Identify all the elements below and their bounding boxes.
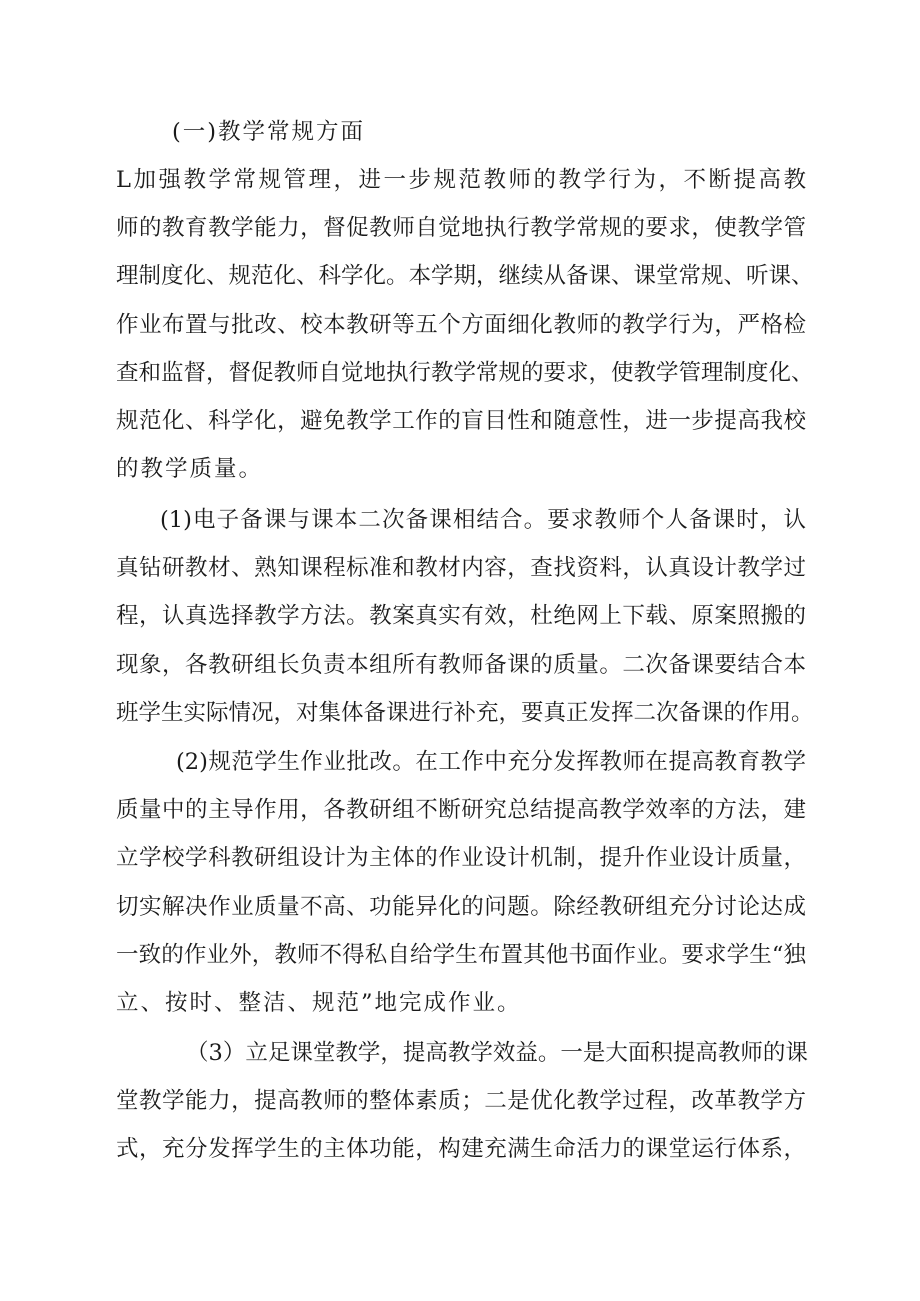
paragraph-line: 查和监督，督促教师自觉地执行教学常规的要求，使教学管理制度化、 bbox=[116, 360, 814, 386]
paragraph-line: 堂教学能力，提高教师的整体素质；二是优化教学过程，改革教学方 bbox=[116, 1088, 806, 1114]
paragraph-line: 质量中的主导作用，各教研组不断研究总结提高教学效率的方法，建 bbox=[116, 797, 806, 823]
paragraph-line: 理制度化、规范化、科学化。本学期，继续从备课、课堂常规、听课、 bbox=[116, 263, 814, 289]
paragraph-line: （3）立足课堂教学，提高教学效益。一是大面积提高教师的课 bbox=[186, 1040, 808, 1066]
paragraph-line: 式，充分发挥学生的主体功能，构建充满生命活力的课堂运行体系， bbox=[116, 1136, 806, 1162]
paragraph-line: 的教学质量。 bbox=[116, 456, 264, 482]
paragraph-line: 立、按时、整洁、规范”地完成作业。 bbox=[116, 990, 522, 1016]
paragraph-line: L加强教学常规管理，进一步规范教师的教学行为，不断提高教 bbox=[116, 167, 806, 193]
paragraph-line: 一致的作业外，教师不得私自给学生布置其他书面作业。要求学生“独 bbox=[116, 942, 806, 968]
section-heading: (一)教学常规方面 bbox=[172, 119, 366, 145]
paragraph-line: 立学校学科教研组设计为主体的作业设计机制，提升作业设计质量， bbox=[116, 845, 806, 871]
paragraph-line: (2)规范学生作业批改。在工作中充分发挥教师在提高教育教学 bbox=[176, 749, 806, 775]
paragraph-line: 规范化、科学化，避免教学工作的盲目性和随意性，进一步提高我校 bbox=[116, 408, 806, 434]
paragraph-line: 切实解决作业质量不高、功能异化的问题。除经教研组充分讨论达成 bbox=[116, 894, 806, 920]
paragraph-line: (1)电子备课与课本二次备课相结合。要求教师个人备课时，认 bbox=[160, 507, 806, 533]
paragraph-line: 作业布置与批改、校本教研等五个方面细化教师的教学行为，严格检 bbox=[116, 312, 806, 338]
paragraph-line: 真钻研教材、熟知课程标准和教材内容，查找资料，认真设计教学过 bbox=[116, 555, 806, 581]
paragraph-line: 现象，各教研组长负责本组所有教师备课的质量。二次备课要结合本 bbox=[116, 652, 806, 678]
paragraph-line: 程，认真选择教学方法。教案真实有效，杜绝网上下载、原案照搬的 bbox=[116, 603, 806, 629]
paragraph-line: 师的教育教学能力，督促教师自觉地执行教学常规的要求，使教学管 bbox=[116, 215, 806, 241]
paragraph-line: 班学生实际情况，对集体备课进行补充，要真正发挥二次备课的作用。 bbox=[116, 700, 814, 726]
